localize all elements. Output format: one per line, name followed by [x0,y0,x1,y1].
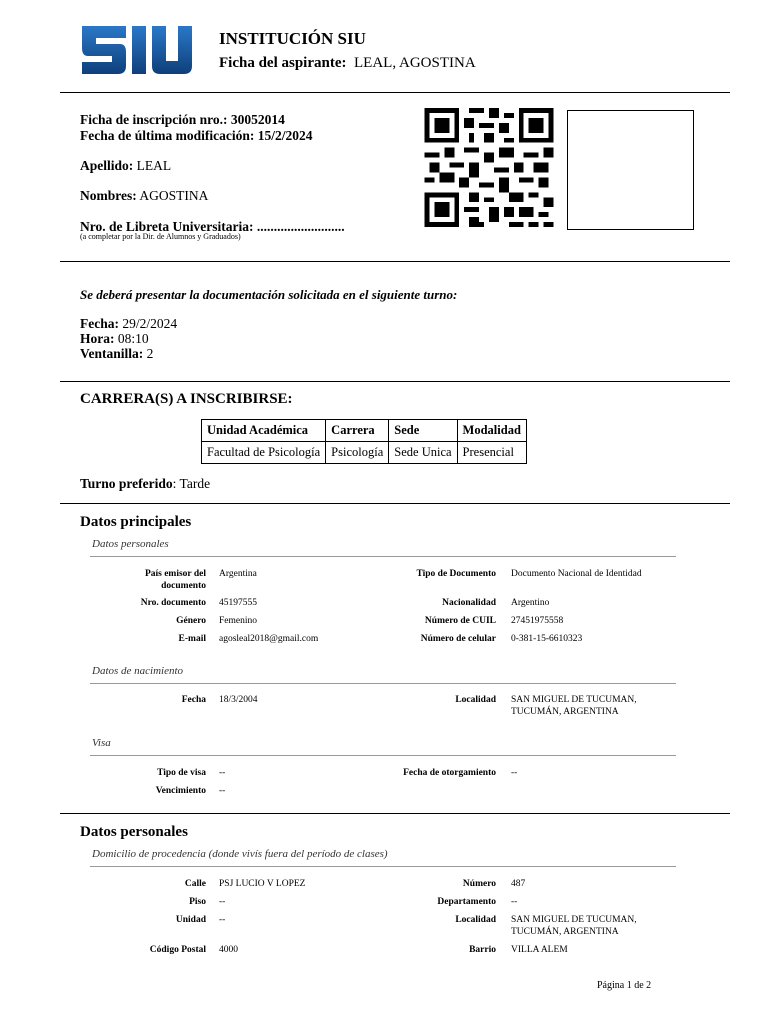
field-label-line: documento [161,580,206,591]
last-modified: Fecha de última modificación: 15/2/2024 [80,128,313,143]
field-label: Fecha [181,695,206,705]
nombres-label: Nombres: [80,188,137,203]
siu-logo [80,24,194,85]
section-title-personales: Datos personales [80,824,188,840]
subsection-title: Datos de nacimiento [92,665,184,677]
field-value-line: SAN MIGUEL DE TUCUMAN, [511,695,637,705]
turno-ventanilla: 2 [146,346,154,361]
field-label: E-mail [178,634,206,644]
subsection-title: Visa [92,737,111,749]
field-label: Vencimiento [155,786,206,796]
field-value: 0-381-15-6610323 [511,634,583,644]
column-header: Sede [389,420,457,442]
field-value: 18/3/2004 [219,695,258,705]
subsection-divider [90,755,676,756]
turno-preferido-label: Turno preferido [80,476,173,491]
apellido-row [80,158,171,174]
field-value [511,915,637,938]
turno-preferido: Tarde [179,476,211,491]
divider [60,813,730,814]
field-value: PSJ LUCIO V LOPEZ [219,879,306,889]
field-value-line: SAN MIGUEL DE TUCUMAN, [511,915,637,925]
field-label: Nro. documento [140,598,206,608]
apellido-label: Apellido: [80,158,134,173]
siu-logo-icon [80,24,194,80]
applicant-line [219,55,476,72]
libreta-value: .......................... [256,219,345,234]
field-value: -- [511,768,518,778]
careers-title: CARRERA(S) A INSCRIBIRSE: [80,391,293,407]
field-value-line: TUCUMÁN, ARGENTINA [511,926,619,937]
applicant-name: LEAL, AGOSTINA [354,55,476,71]
field-value: VILLA ALEM [511,945,568,955]
field-label [86,569,206,592]
libreta-label: Nro. de Libreta Universitaria: [80,219,254,234]
field-label: Tipo de Documento [416,569,496,579]
field-value-line: TUCUMÁN, ARGENTINA [511,706,619,717]
apellido-value: LEAL [136,158,172,173]
field-label: Tipo de visa [157,768,206,778]
field-value: -- [219,768,226,778]
field-value [511,695,637,718]
page-number: Página 1 de 2 [597,980,652,991]
field-value: Femenino [219,616,257,626]
subsection-divider [90,683,676,684]
turno-ventanilla-label: Ventanilla: [80,346,144,361]
table-cell: Sede Unica [389,442,457,464]
table-cell: Facultad de Psicología [202,442,326,464]
careers-table [201,419,527,464]
field-label: Localidad [455,915,496,925]
field-value: Documento Nacional de Identidad [511,569,642,579]
divider [60,261,730,262]
subsection-divider [90,556,676,557]
column-header: Carrera [326,420,389,442]
field-value: 487 [511,879,526,889]
field-label: Departamento [437,897,496,907]
turno-fecha: 29/2/2024 [122,316,178,331]
turno-preferido-row: Turno preferido: Tarde [80,476,211,491]
field-value: agosleal2018@gmail.com [219,634,319,644]
institution-title: INSTITUCIÓN SIU [219,29,366,48]
photo-box [567,110,694,230]
turno-intro: Se deberá presentar la documentación solicitada en el siguiente turno: [80,287,458,302]
table-header-row [202,420,527,442]
field-label: Género [176,616,206,626]
ficha-number: Ficha de inscripción nro.: 30052014 [80,112,285,127]
field-label: Localidad [455,695,496,705]
divider [60,381,730,382]
turno-fecha-row [80,316,177,332]
turno-hora-row [80,331,149,347]
table-cell: Psicología [326,442,389,464]
field-value: 4000 [219,945,238,955]
nombres-row [80,188,208,204]
nombres-value: AGOSTINA [139,188,209,203]
turno-hora-label: Hora: [80,331,115,346]
table-cell: Presencial [457,442,526,464]
field-value: -- [219,786,226,796]
field-label: Número de CUIL [424,616,496,626]
subsection-title: Datos personales [92,538,169,550]
turno-hora: 08:10 [117,331,149,346]
field-label-line: País emisor del [144,569,206,579]
field-label: Número [462,879,496,889]
field-value: -- [219,915,226,925]
subsection-title: Domicilio de procedencia (donde vivís fuera del período de clases) [92,848,388,860]
libreta-note: (a completar por la Dir. de Alumnos y Graduados) [80,232,241,241]
field-value: -- [511,897,518,907]
field-label: Nacionalidad [442,598,496,608]
divider [60,503,730,504]
turno-ventanilla-row [80,346,153,362]
section-title-principales: Datos principales [80,514,192,530]
field-label: Fecha de otorgamiento [403,768,496,778]
table-row [202,442,527,464]
qr-code-icon [424,108,554,232]
field-label: Unidad [175,915,206,925]
field-label: Número de celular [420,634,496,644]
subsection-divider [90,866,676,867]
field-label: Código Postal [149,945,206,955]
field-value: 45197555 [219,598,257,608]
field-label: Piso [189,897,206,907]
applicant-label: Ficha del aspirante: [219,55,347,71]
field-label: Barrio [469,945,496,955]
divider [60,92,730,93]
field-label: Calle [184,879,206,889]
field-value: Argentina [219,569,257,579]
field-value: -- [219,897,226,907]
turno-fecha-label: Fecha: [80,316,119,331]
column-header: Unidad Académica [202,420,326,442]
column-header: Modalidad [457,420,526,442]
field-value: Argentino [511,598,550,608]
field-value: 27451975558 [511,616,564,626]
